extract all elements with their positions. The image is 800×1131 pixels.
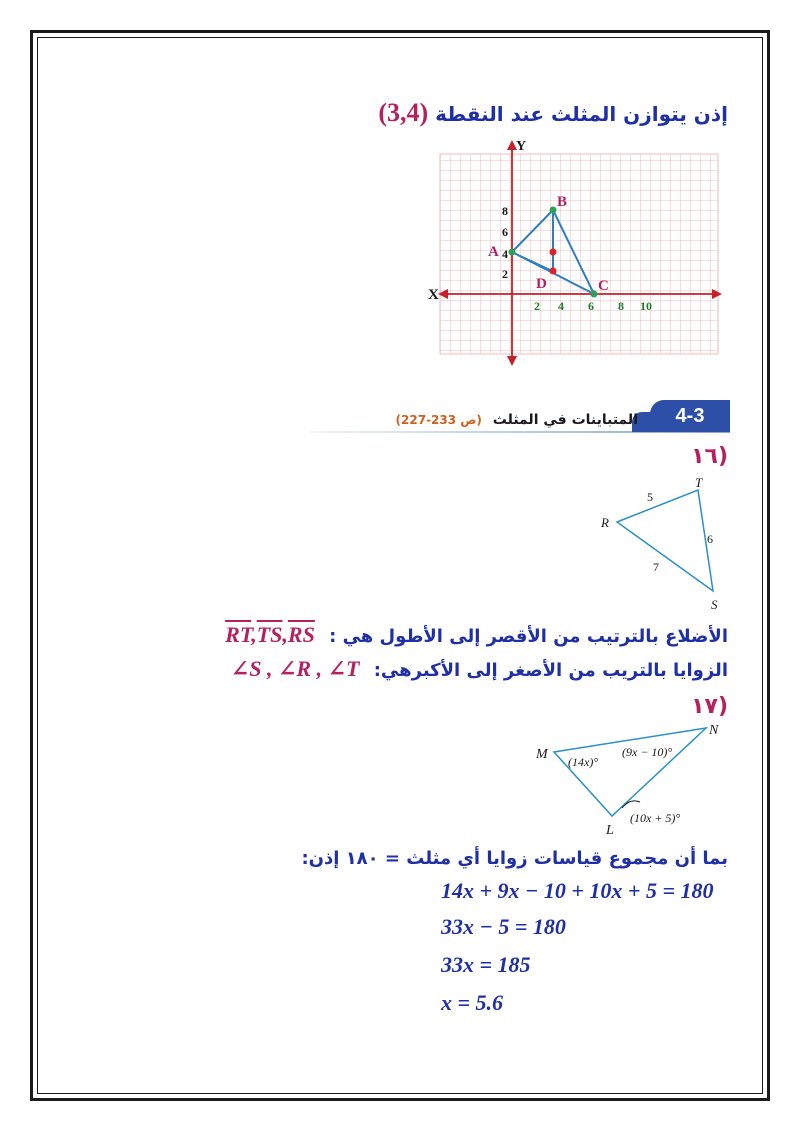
side-rs: $\overline{RS}$	[287, 622, 315, 647]
sides-order-answer: $\overline{RT},\overline{TS},\overline{RS}$	[225, 622, 315, 647]
equation-step-3: 33x = 185	[441, 952, 531, 977]
vertex-b-label: B	[557, 194, 568, 210]
side-rt: $\overline{RT}$	[225, 622, 252, 647]
centroid-point	[550, 249, 557, 256]
section-number-badge: 4-3	[650, 400, 730, 432]
coordinate-graph	[430, 140, 730, 370]
triangle-mnl-figure	[530, 718, 735, 840]
point-d	[550, 268, 557, 275]
problem-16-number: (١٦	[691, 444, 728, 469]
sides-order-line	[225, 622, 728, 648]
x-tick-label: 6	[588, 299, 594, 313]
angles-order-answer: ∠S , ∠R , ∠T	[230, 656, 360, 681]
triangle-mnl	[554, 728, 706, 816]
vertex-n-label: N	[709, 723, 719, 738]
equation-step-1: 14x + 9x − 10 + 10x + 5 = 180	[441, 878, 714, 903]
balance-heading	[378, 98, 728, 128]
vertex-s-label: S	[711, 597, 718, 612]
side-rt-length: 5	[647, 490, 653, 504]
triangle-rts-figure	[595, 473, 730, 613]
vertex-a-point	[509, 249, 516, 256]
section-pages: (ص 233-227)	[395, 413, 482, 427]
balance-heading-text: إذن يتوازن المثلث عند النقطة	[435, 102, 728, 126]
x-tick-label: 4	[558, 299, 564, 313]
angle-m-label: (14x)°	[568, 755, 599, 769]
x-tick-label: 10	[640, 299, 652, 313]
vertex-b-point	[550, 207, 557, 214]
side-ts: $\overline{TS}$	[256, 622, 283, 647]
grid-area	[440, 154, 718, 354]
section-title: المتباينات في المثلث	[492, 412, 638, 428]
y-tick-label: 8	[502, 204, 508, 218]
problem-17-number: (١٧	[691, 694, 728, 719]
y-axis-arrow-down	[507, 356, 517, 366]
y-tick-label: 4	[502, 247, 508, 261]
angles-order-line	[231, 656, 728, 682]
y-tick-label: 6	[502, 225, 508, 239]
x-tick-label: 8	[618, 299, 624, 313]
angles-order-text: الزوايا بالتريب من الأصغر إلى الأكبرهي:	[373, 660, 728, 681]
angle-sum-statement: بما أن مجموع قياسات زوايا أي مثلث = ١٨٠ إذن:	[301, 848, 728, 869]
vertex-r-label: R	[601, 515, 609, 530]
point-d-label: D	[536, 276, 547, 292]
side-ts-length: 6	[707, 532, 713, 546]
vertex-l-label: L	[606, 823, 614, 838]
triangle-rts	[617, 490, 713, 591]
vertex-t-label: T	[695, 475, 703, 490]
vertex-c-label: C	[598, 278, 609, 294]
y-tick-label: 2	[502, 267, 508, 281]
angle-n-label: (9x − 10)°	[622, 745, 673, 759]
x-axis-label: X	[428, 287, 439, 303]
balance-point: (3,4)	[378, 98, 429, 127]
angle-l-arc	[622, 801, 640, 808]
equation-step-2: 33x − 5 = 180	[441, 914, 566, 939]
equation-step-4: x = 5.6	[441, 990, 504, 1015]
vertex-m-label: M	[536, 747, 548, 762]
sides-order-text: الأضلاع بالترتيب من الأقصر إلى الأطول هي :	[329, 626, 728, 647]
y-axis-label: Y	[516, 139, 527, 154]
vertex-c-point	[591, 291, 598, 298]
side-rs-length: 7	[653, 560, 659, 574]
x-tick-label: 2	[534, 299, 540, 313]
vertex-a-label: A	[488, 244, 499, 260]
section-title-row	[396, 412, 638, 428]
angle-l-label: (10x + 5)°	[630, 811, 681, 825]
